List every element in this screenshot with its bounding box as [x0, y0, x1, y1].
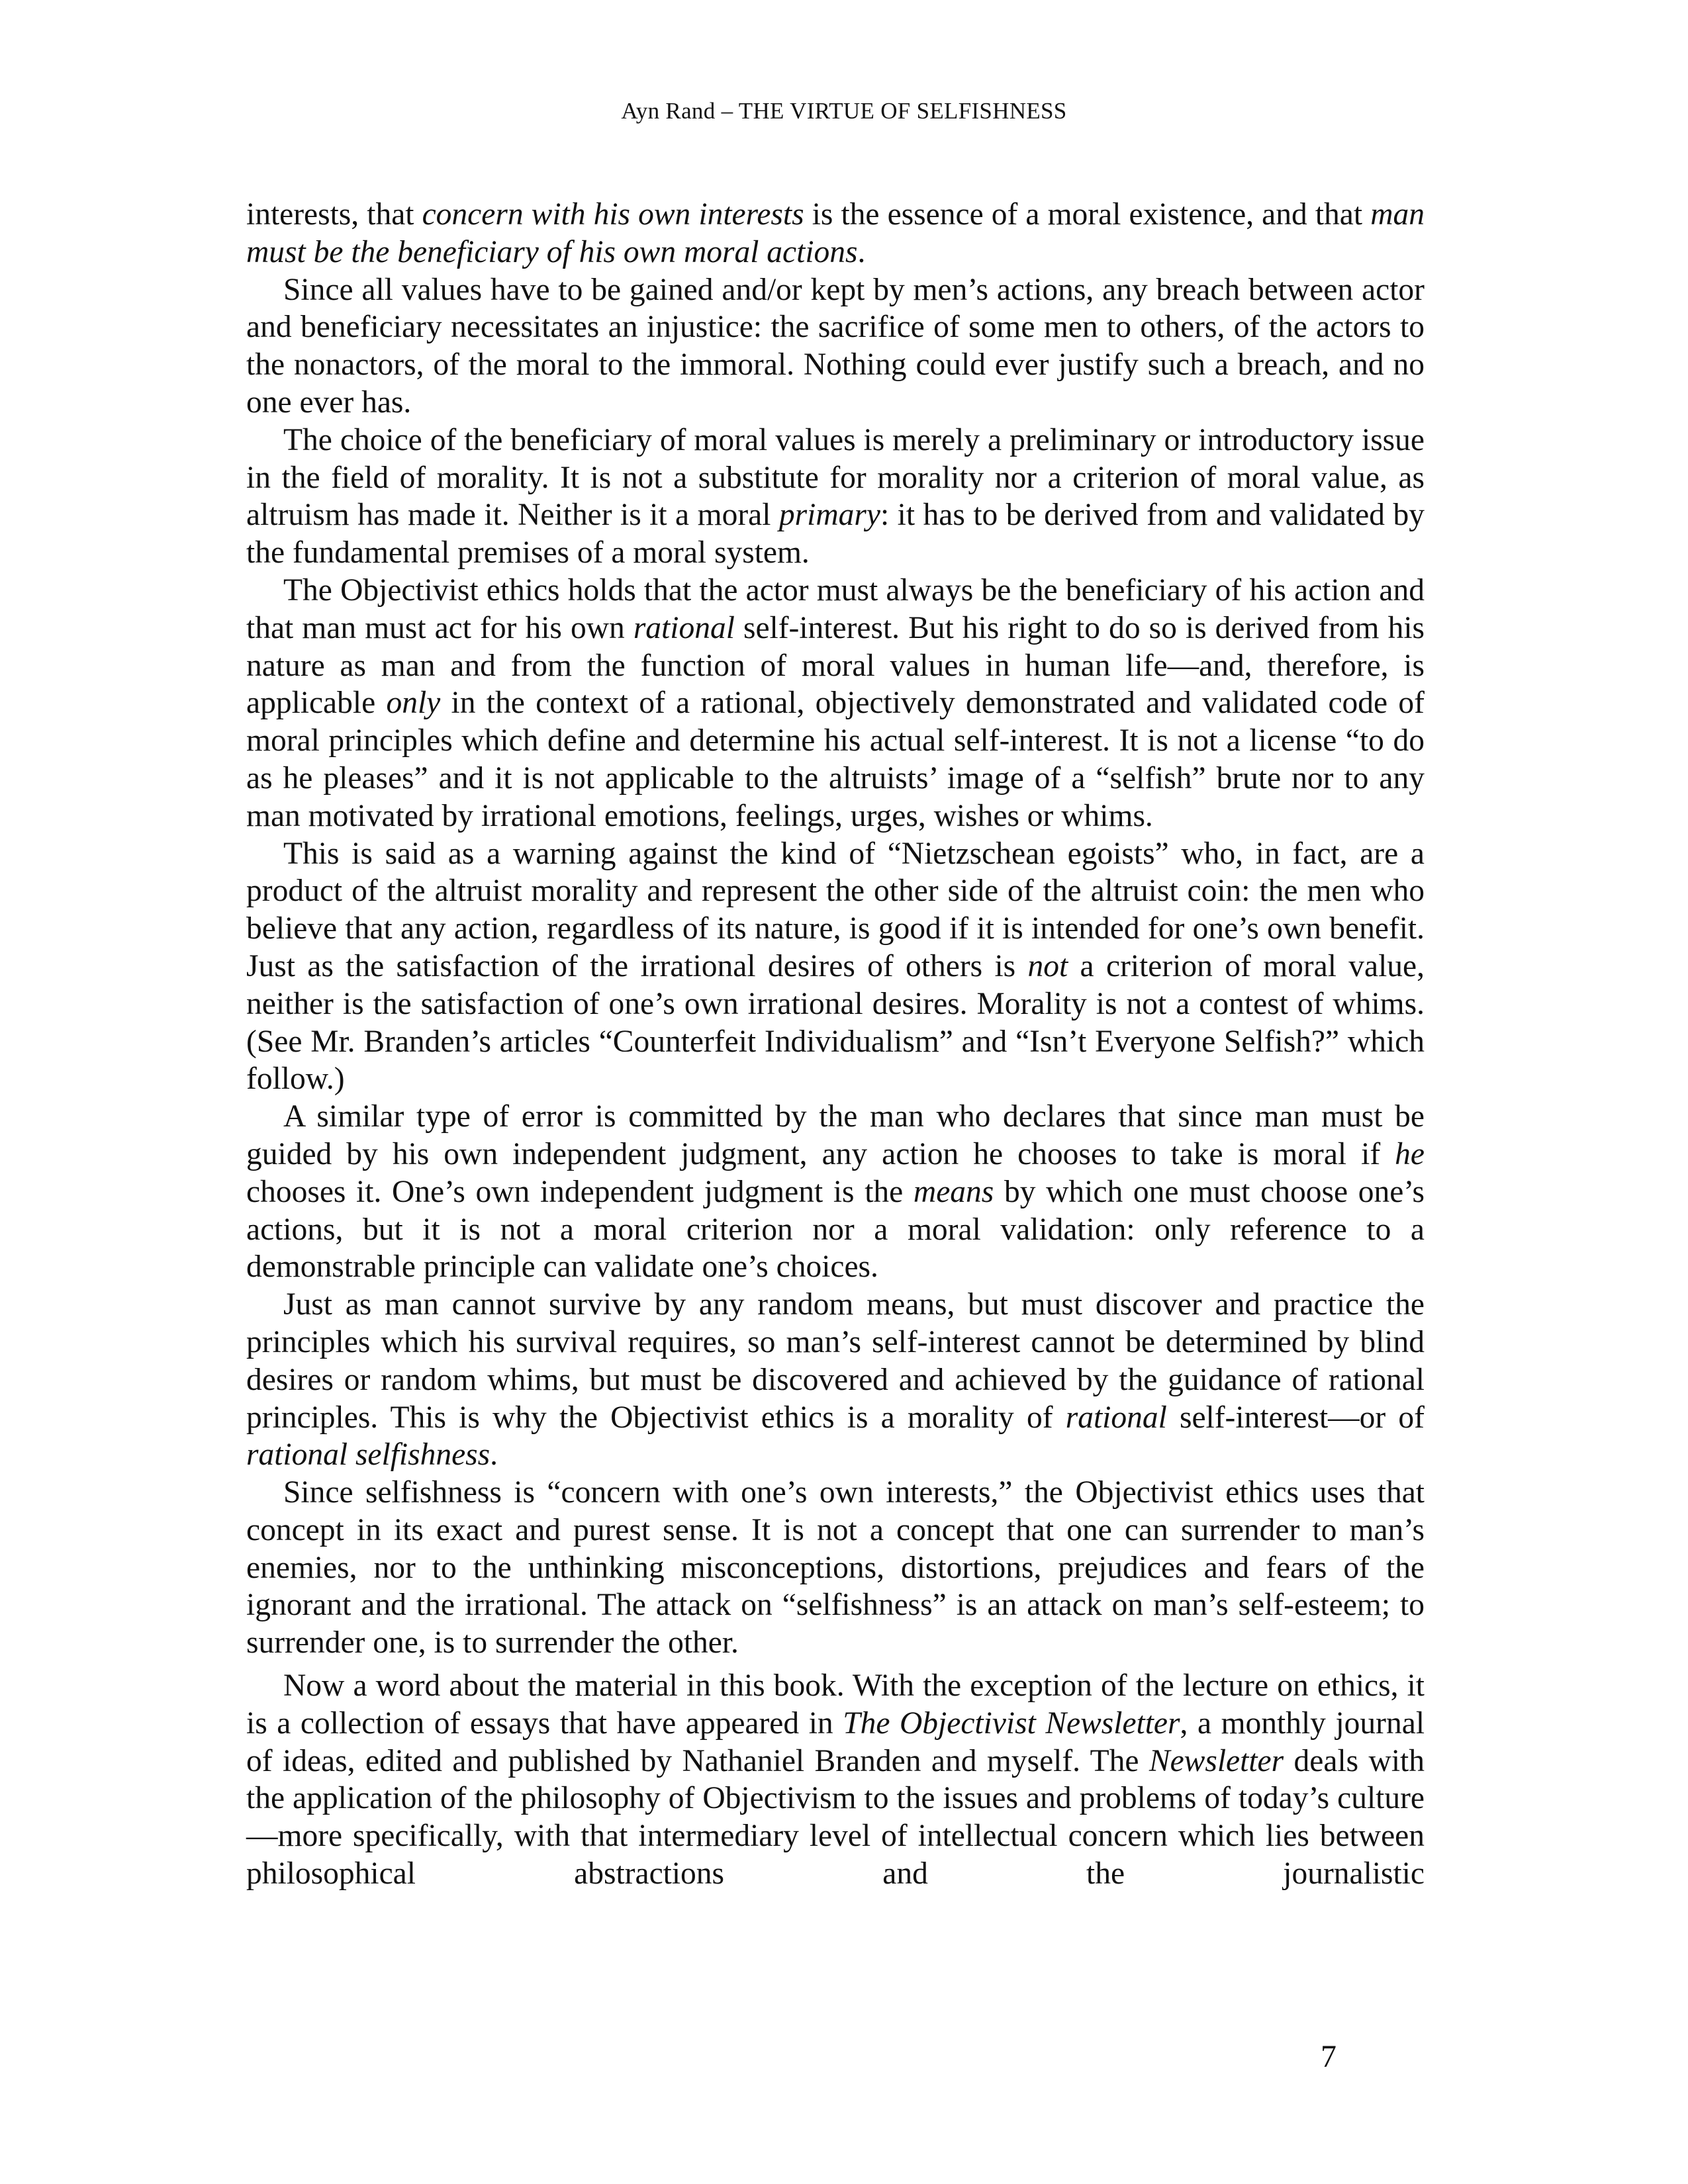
text-segment: . [857, 234, 866, 269]
text-segment: deals with the application of the philosophy of Objectivism to the issues and problems of today’s culture—more specifically, with that intermediary level of intellectual concern which lies between philosophical abstractions and the journalistic [246, 1743, 1425, 1891]
paragraph-8 [246, 1474, 1425, 1662]
paragraph-3 [246, 422, 1425, 572]
paragraph-1 [246, 196, 1425, 271]
text-segment: : it has to be derived from and validated by the fundamental premises of a moral system. [246, 498, 1425, 570]
text-segment: self-interest—or of [1166, 1400, 1425, 1435]
text-segment-italic: man must be the beneficiary of his own moral actions [246, 197, 1425, 269]
text-segment: , a monthly journal of ideas, edited and published by Nathaniel Branden and myself. The [246, 1706, 1425, 1778]
text-segment-italic: only [386, 686, 441, 721]
body-text [246, 196, 1425, 1893]
text-segment: Now a word about the material in this book. With the exception of the lecture on ethics, it is a collection of essays that have appeared in [246, 1668, 1425, 1741]
paragraph-6 [246, 1098, 1425, 1286]
text-segment: interests, that [246, 197, 422, 232]
paragraph-7 [246, 1286, 1425, 1474]
text-segment: Since all values have to be gained and/or kept by men’s actions, any breach between actor and beneficiary necessitates an injustice: the sacrifice of some men to others, of the actors to the nonactors, of the moral to the immoral. Nothing could ever justify such a breach, and no one ever has. [246, 272, 1425, 420]
text-segment-italic: not [1027, 948, 1068, 983]
text-segment-italic: rational [633, 610, 735, 645]
page-number: 7 [1321, 2039, 1336, 2074]
text-segment: chooses it. One’s own independent judgment is the [246, 1174, 914, 1209]
text-segment: in the context of a rational, objectively demonstrated and validated code of moral principles which define and determine his actual self-interest. It is not a license “to do as he pleases” and it is not applicable to the altruists’ image of a “selfish” brute nor to any man motivated by irrational emotions, feelings, urges, wishes or whims. [246, 686, 1425, 833]
text-segment: a criterion of moral value, neither is the satisfaction of one’s own irrational desires. Morality is not a contest of whims. (See Mr. Branden’s articles “Counterfeit Individualism” and “Isn’t Everyone Selfish?” which follow.) [246, 948, 1425, 1097]
text-segment: is the essence of a moral existence, and that [804, 197, 1371, 232]
text-segment: Just as man cannot survive by any random means, but must discover and practice the principles which his survival requires, so man’s self-interest cannot be determined by blind desires or random whims, but must be discovered and achieved by the guidance of rational principles. This is why the Objectivist ethics is a morality of [246, 1287, 1425, 1435]
text-segment-italic: primary [778, 498, 880, 533]
text-segment: The Objectivist ethics holds that the actor must always be the beneficiary of his action and that man must act for his own [246, 572, 1425, 645]
text-segment: This is said as a warning against the kind of “Nietzschean egoists” who, in fact, are a product of the altruist morality and represent the other side of the altruist coin: the men who believe that any action, regardless of its nature, is good if it is intended for one’s own benefit. Just as the satisfaction of the irrational desires of others is [246, 836, 1425, 983]
paragraph-4 [246, 572, 1425, 835]
paragraph-9 [246, 1667, 1425, 1893]
text-segment-italic: rational selfishness [246, 1437, 491, 1473]
text-segment: The choice of the beneficiary of moral values is merely a preliminary or introductory issue in the field of morality. It is not a substitute for morality nor a criterion of moral value, as altruism has made it. Neither is it a moral [246, 422, 1425, 533]
text-segment-italic: The Objectivist Newsletter [843, 1706, 1180, 1741]
text-segment: A similar type of error is committed by the man who declares that since man must be guided by his own independent judgment, any action he chooses to take is moral if [246, 1099, 1425, 1171]
paragraph-5 [246, 835, 1425, 1099]
text-segment: . [490, 1437, 498, 1473]
text-segment: Since selfishness is “concern with one’s own interests,” the Objectivist ethics uses that concept in its exact and purest sense. It is not a concept that one can surrender to man’s enemies, nor to the unthinking misconceptions, distortions, prejudices and fears of the ignorant and the irrational. The attack on “selfishness” is an attack on man’s self-esteem; to surrender one, is to surrender the other. [246, 1475, 1425, 1661]
text-segment: self-interest. But his right to do so is derived from his nature as man and from the function of moral values in human life—and, therefore, is applicable [246, 610, 1425, 721]
text-segment-italic: Newsletter [1149, 1743, 1284, 1778]
text-segment-italic: means [913, 1174, 994, 1209]
paragraph-2 [246, 271, 1425, 422]
text-segment: by which one must choose one’s actions, but it is not a moral criterion nor a moral validation: only reference to a demonstrable principle can validate one’s choices. [246, 1174, 1425, 1285]
text-segment-italic: concern with his own interests [422, 197, 804, 232]
text-segment-italic: rational [1065, 1400, 1167, 1435]
running-header: Ayn Rand – THE VIRTUE OF SELFISHNESS [621, 98, 1067, 124]
text-segment-italic: he [1395, 1136, 1425, 1171]
